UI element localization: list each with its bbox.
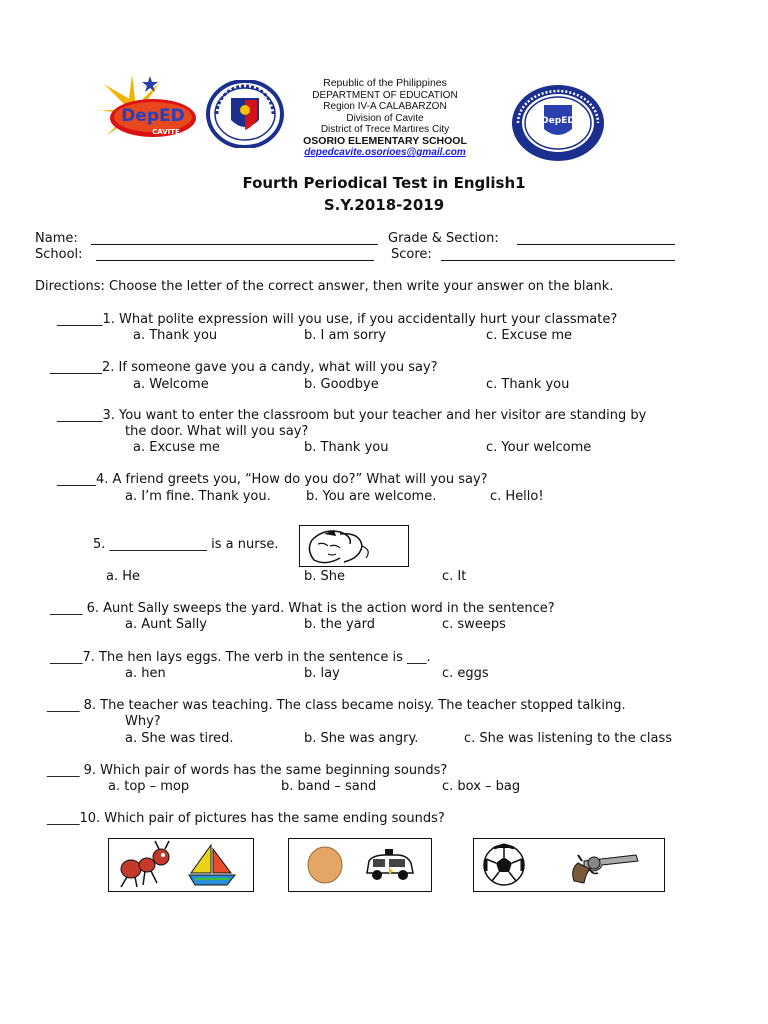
grade-section-blank[interactable] — [517, 244, 675, 245]
question-6: _____ 6. Aunt Sally sweeps the yard. What is the action word in the sentence? — [50, 601, 555, 616]
picture-box-1 — [108, 838, 254, 892]
question-5: 5. _______________ is a nurse. — [93, 537, 279, 552]
name-label: Name: — [35, 231, 78, 246]
district-line: District of Trece Martires City — [320, 124, 450, 135]
q2-choice-b: b. Goodbye — [304, 377, 379, 392]
sailboat-icon — [189, 845, 235, 885]
grade-section-label: Grade & Section: — [388, 231, 499, 246]
q8-choice-a: a. She was tired. — [125, 731, 234, 746]
cavite-logo-text: CAVITE — [152, 128, 180, 136]
score-label: Score: — [391, 247, 432, 262]
q1-choice-b: b. I am sorry — [304, 328, 387, 343]
school-line: OSORIO ELEMENTARY SCHOOL — [303, 134, 467, 147]
q3-choice-a: a. Excuse me — [133, 440, 220, 455]
picture-box-2 — [288, 838, 432, 892]
q1-choice-a: a. Thank you — [133, 328, 218, 343]
question-1: _______1. What polite expression will you use, if you accidentally hurt your classmate? — [57, 312, 618, 327]
q6-choice-a: a. Aunt Sally — [125, 617, 207, 632]
picture-box-3 — [473, 838, 665, 892]
q7-choice-c: c. eggs — [442, 666, 489, 681]
police-car-icon — [367, 849, 413, 880]
q5-choice-a: a. He — [106, 569, 141, 584]
q8-choice-b: b. She was angry. — [304, 731, 419, 746]
question-3: _______3. You want to enter the classroom but your teacher and her visitor are standing by — [57, 408, 647, 423]
q2-choice-c: c. Thank you — [486, 377, 570, 392]
q9-choice-b: b. band – sand — [281, 779, 377, 794]
question-2: ________2. If someone gave you a candy, what will you say? — [50, 360, 438, 375]
question-10: _____10. Which pair of pictures has the same ending sounds? — [47, 811, 445, 826]
score-blank[interactable] — [441, 260, 675, 261]
school-label: School: — [35, 247, 83, 262]
q3-choice-c: c. Your welcome — [486, 440, 592, 455]
soccer-ball-icon — [484, 845, 524, 885]
nurse-picture-box — [299, 525, 409, 567]
question-7: _____7. The hen lays eggs. The verb in the sentence is ___. — [50, 650, 431, 665]
name-blank[interactable] — [91, 244, 378, 245]
q4-choice-b: b. You are welcome. — [306, 489, 437, 504]
q9-choice-c: c. box – bag — [442, 779, 521, 794]
q8-choice-c: c. She was listening to the class — [464, 731, 673, 746]
q7-choice-a: a. hen — [125, 666, 166, 681]
question-8-cont: Why? — [125, 714, 161, 729]
school-year: S.Y.2018-2019 — [323, 196, 445, 214]
revolver-icon — [573, 855, 638, 883]
q6-choice-c: c. sweeps — [442, 617, 506, 632]
question-8: _____ 8. The teacher was teaching. The class became noisy. The teacher stopped talking. — [47, 698, 626, 713]
deped-logo-text: DepED — [121, 106, 185, 126]
test-title: Fourth Periodical Test in English1 — [242, 174, 526, 192]
directions: Directions: Choose the letter of the correct answer, then write your answer on the blank. — [35, 279, 614, 294]
q3-choice-b: b. Thank you — [304, 440, 389, 455]
q7-choice-b: b. lay — [304, 666, 340, 681]
egg-icon — [308, 847, 342, 883]
deped-cavite-logo — [98, 70, 198, 148]
q6-choice-b: b. the yard — [304, 617, 376, 632]
school-header — [230, 78, 540, 159]
division-line: Division of Cavite — [346, 112, 424, 124]
q1-choice-c: c. Excuse me — [486, 328, 573, 343]
school-blank[interactable] — [96, 260, 374, 261]
question-9: _____ 9. Which pair of words has the same beginning sounds? — [47, 763, 448, 778]
republic-line: Republic of the Philippines — [323, 77, 447, 89]
ant-icon — [121, 841, 169, 887]
department-line: DEPARTMENT OF EDUCATION — [312, 89, 458, 101]
q2-choice-a: a. Welcome — [133, 377, 209, 392]
nurse-icon — [300, 526, 408, 566]
email-link[interactable]: depedcavite.osorioes@gmail.com — [304, 147, 466, 158]
q5-choice-c: c. It — [442, 569, 467, 584]
seal-deped-text: DepED — [541, 116, 575, 126]
q4-choice-a: a. I’m fine. Thank you. — [125, 489, 271, 504]
question-4: ______4. A friend greets you, “How do you do?” What will you say? — [57, 472, 488, 487]
question-3-cont: the door. What will you say? — [125, 424, 309, 439]
q4-choice-c: c. Hello! — [490, 489, 544, 504]
q5-choice-b: b. She — [304, 569, 346, 584]
region-line: Region IV-A CALABARZON — [323, 101, 447, 112]
q9-choice-a: a. top – mop — [108, 779, 190, 794]
